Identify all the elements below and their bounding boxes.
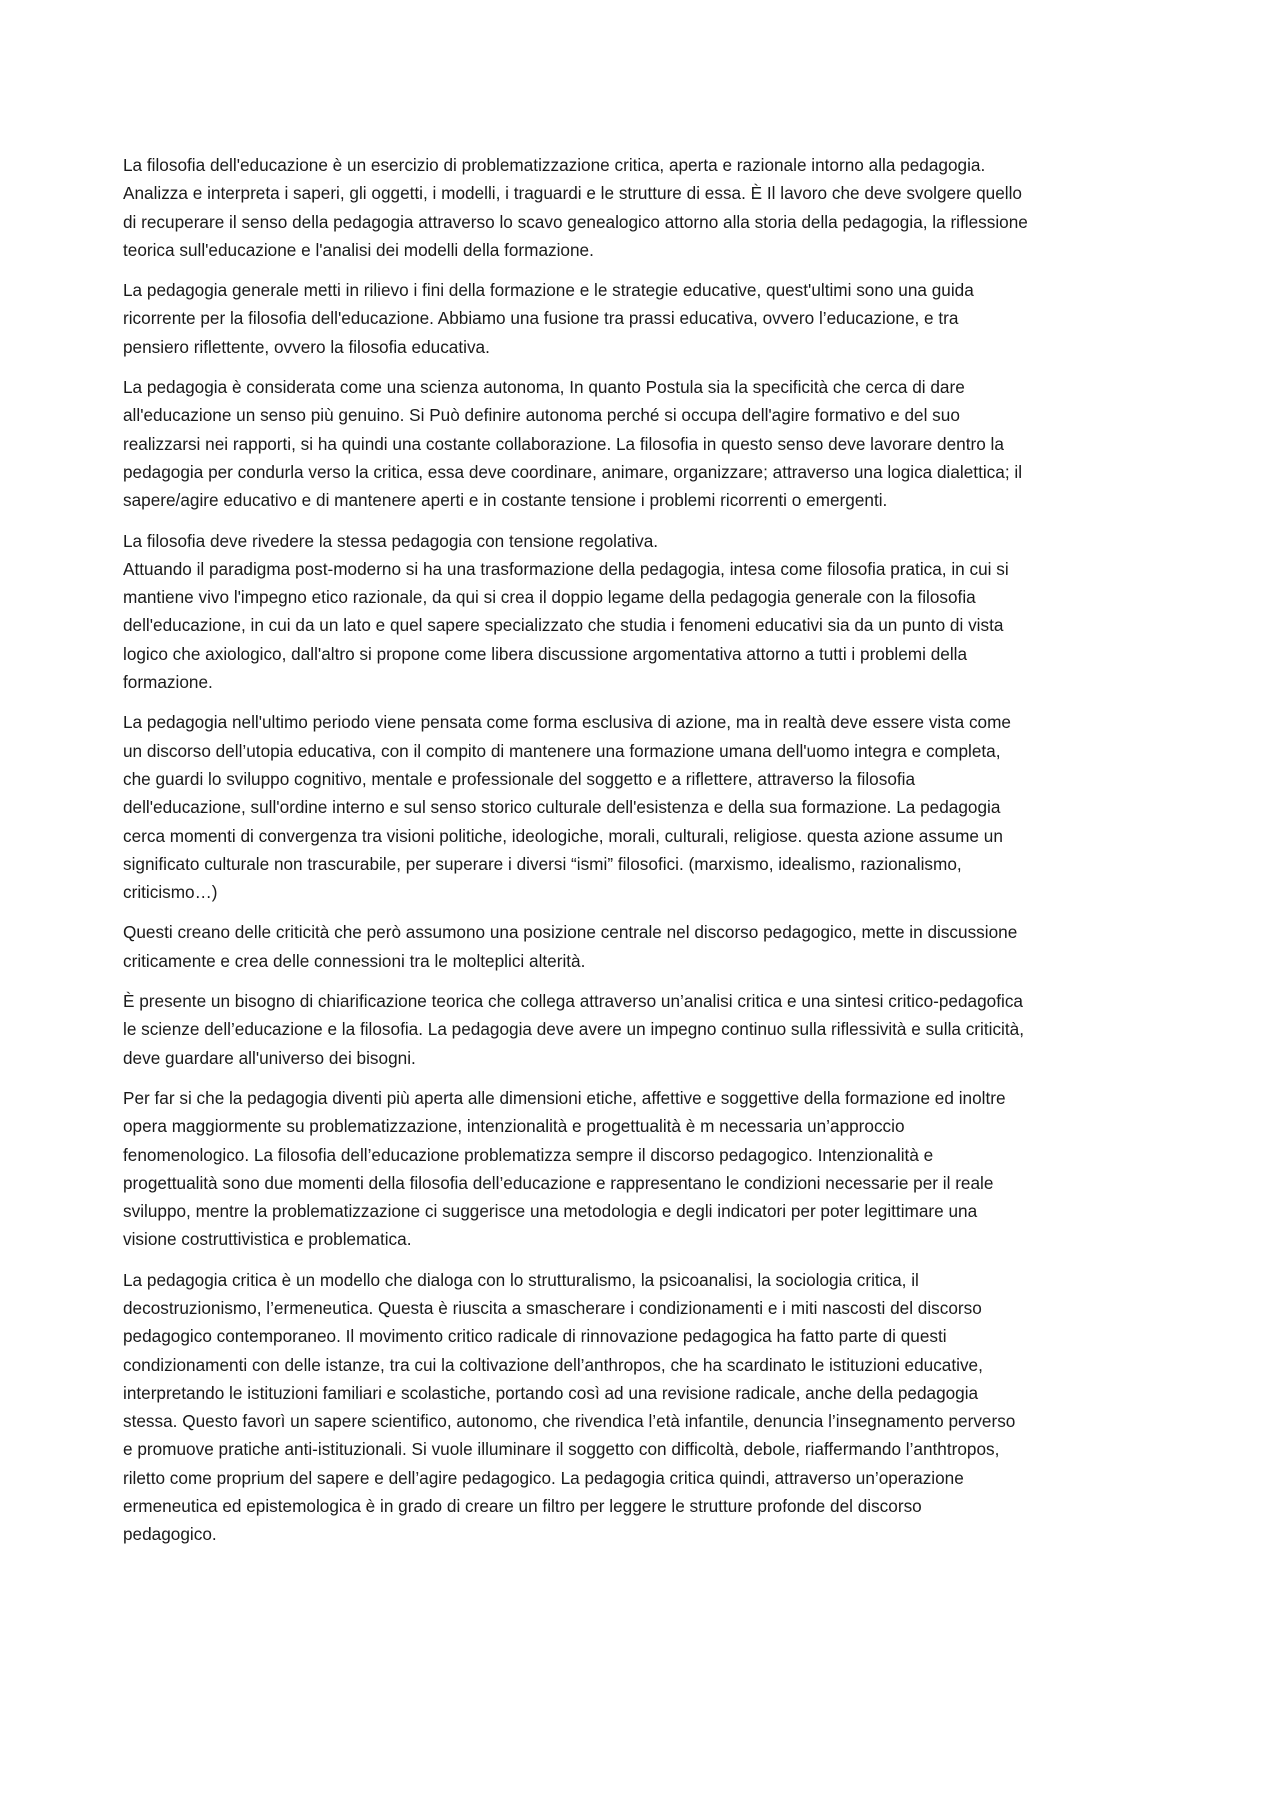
text-line: La pedagogia è considerata come una scienza autonoma, In quanto Postula sia la specificità che cerca di dare — [123, 377, 965, 398]
text-line: di recuperare il senso della pedagogia attraverso lo scavo genealogico attorno alla storia della pedagogia, la riflessione — [123, 211, 1028, 232]
text-line: condizionamenti con delle istanze, tra cui la coltivazione dell’anthropos, che ha scardinato le istituzioni educative, — [123, 1354, 983, 1375]
text-line: criticamente e crea delle connessioni tra le molteplici alterità. — [123, 950, 586, 971]
text-line: progettualità sono due momenti della filosofia dell’educazione e rappresentano le condizioni necessarie per il reale — [123, 1172, 994, 1193]
text-line: dell'educazione, sull'ordine interno e sul senso storico culturale dell'esistenza e della sua formazione. La pedagogia — [123, 797, 1001, 818]
text-line: decostruzionismo, l’ermeneutica. Questa è riuscita a smascherare i condizionamenti e i miti nascosti del discorso — [123, 1297, 982, 1318]
text-line: logico che axiologico, dall'altro si propone come libera discussione argomentativa attorno a tutti i problemi della — [123, 643, 968, 664]
text-line: La filosofia dell'educazione è un esercizio di problematizzazione critica, aperta e razionale intorno alla pedagogia. — [123, 155, 986, 175]
paragraph-2 — [123, 276, 1163, 361]
text-line: pedagogia per condurla verso la critica, essa deve coordinare, animare, organizzare; attraverso una logica dialettica; il — [123, 461, 1023, 482]
text-line: che guardi lo sviluppo cognitivo, mentale e professionale del soggetto e a riflettere, attraverso la filosofia — [123, 768, 916, 789]
text-line: all'educazione un senso più genuino. Si Può definire autonoma perché si occupa dell'agire formativo e del suo — [123, 405, 960, 426]
paragraph-3 — [123, 373, 1163, 514]
text-line: Questi creano delle criticità che però assumono una posizione centrale nel discorso pedagogico, mette in discussione — [123, 922, 1018, 943]
text-line: stessa. Questo favorì un sapere scientifico, autonomo, che rivendica l’età infantile, denuncia l’insegnamento perverso — [123, 1411, 1016, 1432]
text-line: La pedagogia generale metti in rilievo i fini della formazione e le strategie educative, quest'ultimi sono una guida — [123, 280, 974, 301]
text-line: ermeneutica ed epistemologica è in grado di creare un filtro per leggere le strutture profonde del discorso — [123, 1496, 922, 1517]
text-line: pedagogico. — [123, 1524, 217, 1545]
text-line: riletto come proprium del sapere e dell’agire pedagogico. La pedagogia critica quindi, attraverso un’operazione — [123, 1467, 964, 1488]
text-line: La filosofia deve rivedere la stessa pedagogia con tensione regolativa. — [123, 530, 659, 551]
text-line: sapere/agire educativo e di mantenere aperti e in costante tensione i problemi ricorrenti o emergenti. — [123, 490, 888, 511]
text-line: La pedagogia critica è un modello che dialoga con lo strutturalismo, la psicoanalisi, la sociologia critica, il — [123, 1269, 919, 1290]
text-line: significato culturale non trascurabile, per superare i diversi “ismi” filosofici. (marxismo, idealismo, razionalismo, — [123, 853, 962, 874]
text-line: deve guardare all'universo dei bisogni. — [123, 1047, 416, 1068]
text-line: teorica sull'educazione e l'analisi dei modelli della formazione. — [123, 239, 594, 260]
paragraph-5 — [123, 708, 1163, 906]
text-line: mantiene vivo l'impegno etico razionale, da qui si crea il doppio legame della pedagogia generale con la filosofia — [123, 587, 976, 608]
text-line: dell'educazione, in cui da un lato e quel sapere specializzato che studia i fenomeni educativi sia da un punto di vista — [123, 615, 1004, 636]
text-line: realizzarsi nei rapporti, si ha quindi una costante collaborazione. La filosofia in questo senso deve lavorare dentro la — [123, 433, 1004, 454]
text-line: pedagogico contemporaneo. Il movimento critico radicale di rinnovazione pedagogica ha fatto parte di questi — [123, 1326, 947, 1347]
paragraph-7 — [123, 987, 1163, 1072]
text-line: È presente un bisogno di chiarificazione teorica che collega attraverso un’analisi critica e una sintesi critico-pedagofica — [123, 991, 1023, 1012]
text-line: sviluppo, mentre la problematizzazione ci suggerisce una metodologia e degli indicatori per poter legittimare una — [123, 1201, 978, 1222]
text-line: le scienze dell’educazione e la filosofia. La pedagogia deve avere un impegno continuo sulla riflessività e sulla criticità, — [123, 1019, 1024, 1040]
text-line: Per far si che la pedagogia diventi più aperta alle dimensioni etiche, affettive e soggettive della formazione ed inoltre — [123, 1087, 1006, 1108]
text-line: cerca momenti di convergenza tra visioni politiche, ideologiche, morali, culturali, religiose. questa azione assume un — [123, 825, 1003, 846]
paragraph-9 — [123, 1266, 1163, 1549]
text-line: opera maggiormente su problematizzazione, intenzionalità e progettualità è m necessaria un’approccio — [123, 1116, 905, 1137]
document-page — [123, 151, 1163, 1561]
text-line: La pedagogia nell'ultimo periodo viene pensata come forma esclusiva di azione, ma in realtà deve essere vista come — [123, 712, 1011, 733]
text-line: ricorrente per la filosofia dell'educazione. Abbiamo una fusione tra prassi educativa, ovvero l’educazione, e tra — [123, 308, 959, 329]
paragraph-1 — [123, 151, 1163, 264]
paragraph-6 — [123, 918, 1163, 975]
text-line: pensiero riflettente, ovvero la filosofia educativa. — [123, 336, 490, 357]
text-line: e promuove pratiche anti-istituzionali. Si vuole illuminare il soggetto con difficoltà, debole, riaffermando l’anthtropos, — [123, 1439, 1000, 1460]
text-line: Attuando il paradigma post-moderno si ha una trasformazione della pedagogia, intesa come filosofia pratica, in cui si — [123, 558, 1009, 579]
text-line: un discorso dell’utopia educativa, con il compito di mantenere una formazione umana dell'uomo integra e completa, — [123, 740, 1001, 761]
text-line: fenomenologico. La filosofia dell’educazione problematizza sempre il discorso pedagogico. Intenzionalità e — [123, 1144, 934, 1165]
text-line: interpretando le istituzioni familiari e scolastiche, portando così ad una revisione radicale, anche della pedagogia — [123, 1382, 979, 1403]
text-line: Analizza e interpreta i saperi, gli oggetti, i modelli, i traguardi e le strutture di essa. È Il lavoro che deve svolgere quello — [123, 183, 1022, 204]
text-line: criticismo…) — [123, 882, 218, 903]
paragraph-8 — [123, 1084, 1163, 1254]
text-line: formazione. — [123, 672, 213, 693]
text-line: visione costruttivistica e problematica. — [123, 1229, 412, 1250]
paragraph-4 — [123, 527, 1163, 697]
